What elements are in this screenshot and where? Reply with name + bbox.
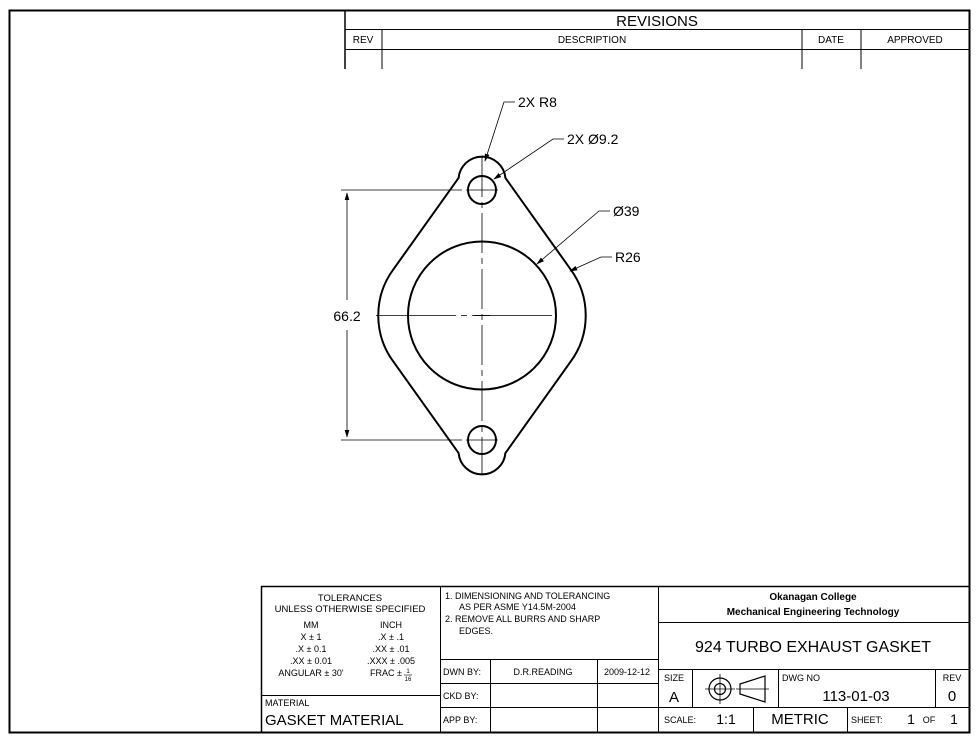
size-value: A	[669, 689, 680, 706]
revisions-col-approved: APPROVED	[887, 35, 943, 46]
scale-value: 1:1	[716, 711, 736, 727]
tolerance-inch-0: .X ± .1	[378, 632, 404, 642]
checked-by-label: CKD BY:	[443, 691, 479, 701]
tolerance-frac-den: 16	[404, 677, 412, 683]
tolerance-mm-0: X ± 1	[300, 632, 322, 642]
dwg-no-label: DWG NO	[782, 673, 820, 683]
approved-by-label: APP BY:	[443, 715, 478, 725]
org-line-1: Okanagan College	[769, 592, 857, 603]
tolerance-frac-num: 1	[406, 669, 410, 675]
scale-label: SCALE:	[664, 715, 697, 725]
tolerances-title: TOLERANCES	[317, 593, 383, 604]
revisions-col-date: DATE	[818, 35, 844, 46]
sheet-border	[10, 11, 970, 733]
note-line-2: AS PER ASME Y14.5M-2004	[459, 602, 576, 612]
dim-hole-diameter: 2X Ø9.2	[567, 131, 619, 147]
revisions-block	[345, 10, 969, 69]
material-value: GASKET MATERIAL	[265, 712, 404, 729]
tolerance-mm-2: .XX ± 0.01	[290, 656, 332, 666]
gasket-part	[376, 157, 590, 475]
org-line-2: Mechanical Engineering Technology	[726, 607, 900, 618]
sheet-total: 1	[950, 711, 958, 727]
revisions-title: REVISIONS	[616, 13, 698, 30]
drawn-by-label: DWN BY:	[443, 667, 482, 677]
revisions-col-description: DESCRIPTION	[557, 35, 627, 46]
projection-symbol-icon	[705, 674, 769, 704]
title-block	[261, 586, 969, 732]
revisions-col-rev: REV	[352, 35, 374, 46]
sheet-of-label: OF	[922, 715, 936, 725]
drawn-date: 2009-12-12	[603, 667, 651, 677]
tolerance-inch-3: FRAC ±	[370, 668, 402, 678]
units-value: METRIC	[771, 711, 829, 728]
tolerance-inch-1: .XX ± .01	[372, 644, 410, 654]
tolerances-mm-header: MM	[303, 620, 319, 630]
dimensions	[333, 94, 641, 440]
drawn-by-name: D.R.READING	[513, 667, 573, 677]
rev-value: 0	[947, 688, 957, 705]
note-line-4: EDGES.	[459, 626, 494, 636]
tolerance-mm-3: ANGULAR ± 30'	[278, 668, 344, 678]
dim-height: 66.2	[333, 308, 361, 324]
tolerances-subtitle: UNLESS OTHERWISE SPECIFIED	[274, 604, 426, 615]
drawing-title: 924 TURBO EXHAUST GASKET	[695, 639, 931, 656]
tolerance-inch-2: .XXX ± .005	[367, 656, 415, 666]
sheet-label: SHEET:	[851, 715, 883, 725]
dim-outer-radius: R26	[615, 249, 641, 265]
dim-bore-diameter: Ø39	[613, 203, 640, 219]
tolerance-mm-1: .X ± 0.1	[295, 644, 327, 654]
tolerances-inch-header: INCH	[380, 620, 402, 630]
dwg-no-value: 113-01-03	[822, 688, 890, 705]
dim-corner-radius: 2X R8	[518, 94, 557, 110]
sheet-value: 1	[907, 711, 915, 727]
size-label: SIZE	[664, 673, 685, 683]
note-line-1: 1. DIMENSIONING AND TOLERANCING	[445, 591, 611, 601]
rev-label: REV	[942, 673, 962, 683]
material-label: MATERIAL	[265, 698, 310, 708]
note-line-3: 2. REMOVE ALL BURRS AND SHARP	[445, 614, 601, 624]
